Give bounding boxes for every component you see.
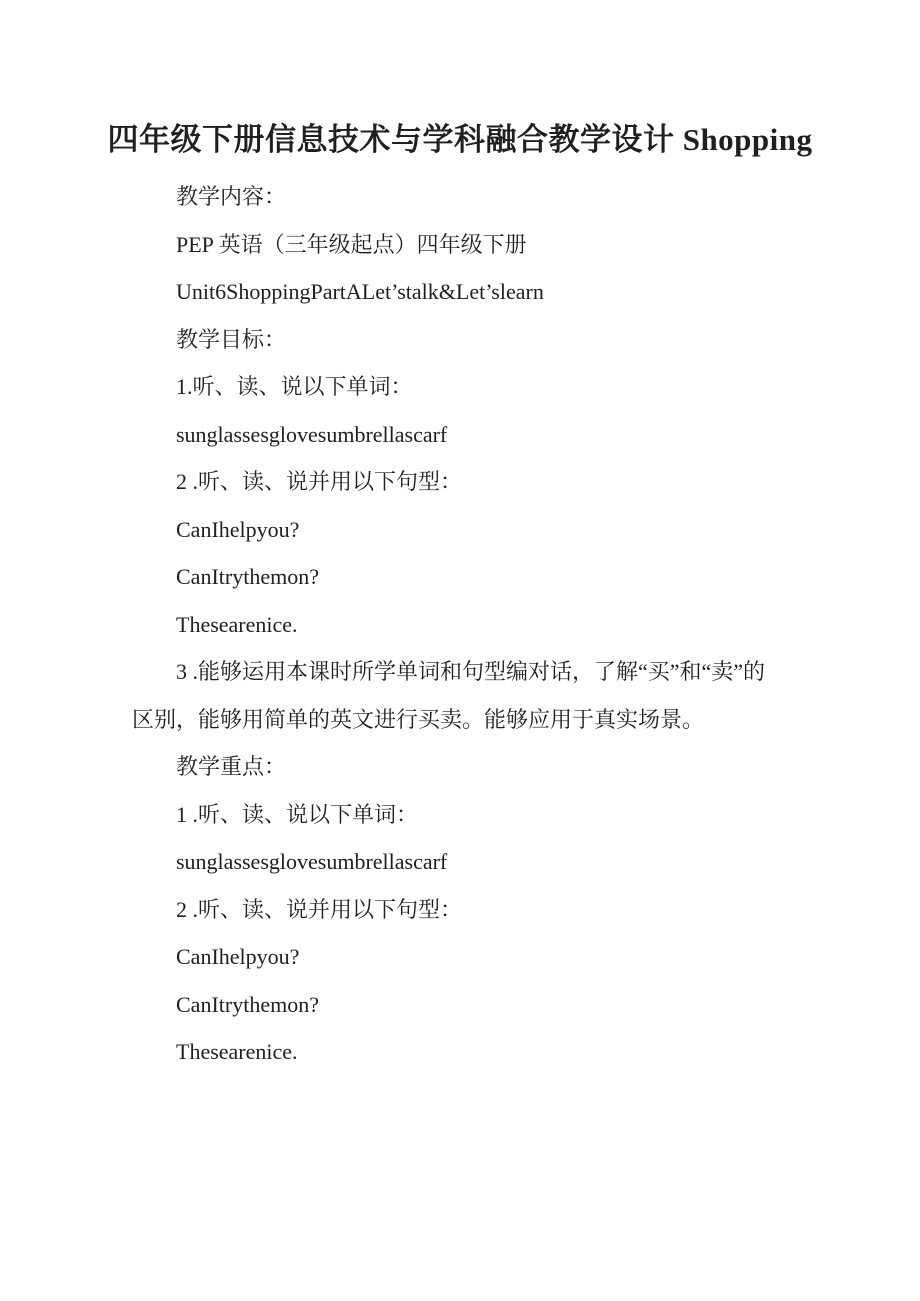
paragraph-line: CanItrythemon? [176, 991, 319, 1017]
paragraph-line: Unit6ShoppingPartALet’stalk&Let’slearn [176, 279, 544, 304]
paragraph-line: CanIhelpyou? [176, 516, 300, 542]
paragraph-line: CanItrythemon? [176, 564, 319, 589]
paragraph-line: 2 .听、读、说并用以下句型： [176, 896, 463, 922]
paragraph-line: 教学重点： [176, 754, 287, 779]
paragraph-line: 1 .听、读、说以下单词： [176, 801, 419, 827]
paragraph-line: sunglassesglovesumbrellascarf [176, 421, 448, 447]
document-content [0, 173, 920, 1076]
paragraph-line: 教学目标： [176, 326, 287, 352]
paragraph-line: PEP 英语（三年级起点）四年级下册 [176, 231, 527, 257]
document-title: 四年级下册信息技术与学科融合教学设计 Shopping [107, 122, 813, 157]
paragraph-line: 2 .听、读、说并用以下句型： [176, 469, 463, 494]
paragraph-line: 3 .能够运用本课时所学单词和句型编对话，了解“买”和“卖”的 [176, 659, 766, 684]
paragraph-line: CanIhelpyou? [176, 944, 300, 969]
paragraph-line: 教学内容： [176, 184, 287, 209]
paragraph-line: sunglassesglovesumbrellascarf [176, 849, 448, 874]
paragraph-line: 1.听、读、说以下单词： [176, 374, 413, 399]
paragraph-line: Thesearenice. [176, 1039, 298, 1064]
paragraph-line: Thesearenice. [176, 611, 298, 637]
paragraph-line: 区别，能够用简单的英文进行买卖。能够应用于真实场景。 [132, 706, 705, 732]
